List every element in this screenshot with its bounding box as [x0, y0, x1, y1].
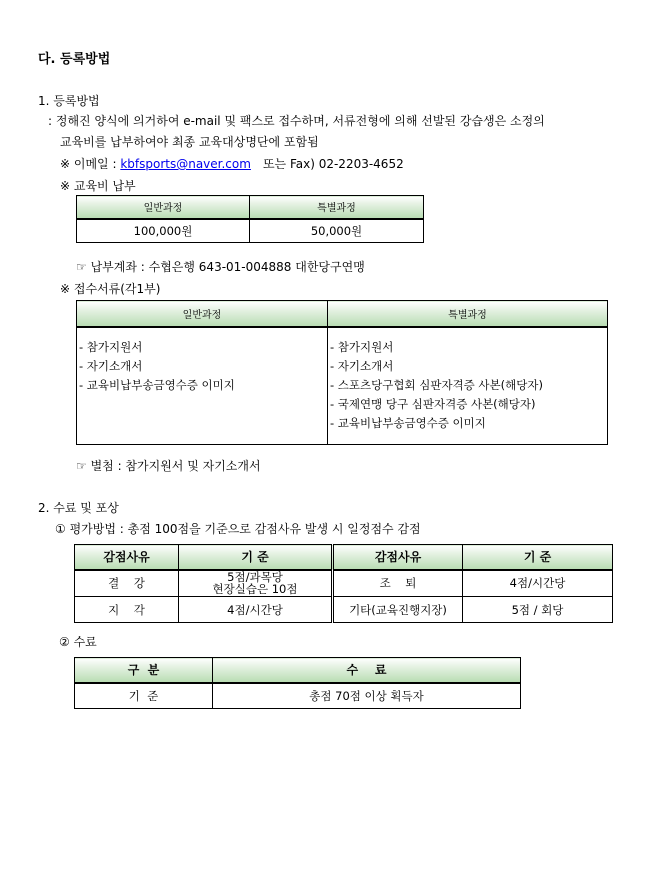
eval-standard-late: 4점/시간당	[179, 597, 333, 623]
docs-general-list	[77, 327, 328, 445]
account-line: ☞ 납부계좌 : 수협은행 643-01-004888 대한당구연맹	[76, 260, 365, 274]
completion-row-label: 기 준	[75, 683, 213, 709]
eval-reason-early-leave: 조 퇴	[333, 570, 463, 597]
docs-special-item: - 자기소개서	[330, 358, 394, 373]
fee-value-general: 100,000원	[77, 219, 250, 243]
eval-header-reason-1: 감점사유	[75, 545, 179, 570]
section-title: 다. 등록방법	[38, 52, 111, 67]
eval-header-standard-2: 기 준	[463, 545, 613, 570]
eval-header-reason-2: 감점사유	[333, 545, 463, 570]
completion-row-value: 총점 70점 이상 획득자	[213, 683, 521, 709]
docs-general-item: - 자기소개서	[79, 358, 143, 373]
eval-header-standard-1: 기 준	[179, 545, 333, 570]
completion-header-category: 구 분	[75, 658, 213, 683]
fee-header-special: 특별과정	[250, 196, 424, 219]
registration-paragraph-line-2: 교육비를 납부하여야 최종 교육대상명단에 포함됨	[60, 135, 319, 149]
completion-heading: 2. 수료 및 포상	[38, 501, 119, 515]
fee-value-special: 50,000원	[250, 219, 424, 243]
email-prefix: ※ 이메일 :	[60, 157, 121, 171]
completion-header-completion: 수 료	[213, 658, 521, 683]
docs-special-list	[328, 327, 608, 445]
attachment-line: ☞ 별첨 : 참가지원서 및 자기소개서	[76, 459, 261, 473]
evaluation-table	[74, 544, 613, 623]
completion-table	[74, 657, 521, 709]
fee-header-general: 일반과정	[77, 196, 250, 219]
fee-title: ※ 교육비 납부	[60, 179, 136, 193]
docs-general-item: - 교육비납부송금영수증 이미지	[79, 377, 235, 392]
email-line	[60, 155, 404, 172]
docs-table	[76, 300, 608, 445]
fee-table	[76, 195, 424, 243]
docs-special-item: - 국제연맹 당구 심판자격증 사본(해당자)	[330, 396, 536, 411]
email-link[interactable]: kbfsports@naver.com	[120, 157, 251, 171]
eval-standard-absence-line-2: 현장실습은 10점	[212, 582, 298, 597]
eval-standard-early-leave: 4점/시간당	[463, 570, 613, 597]
docs-special-item: - 참가지원서	[330, 339, 394, 354]
docs-header-general: 일반과정	[77, 301, 328, 327]
docs-special-item: - 교육비납부송금영수증 이미지	[330, 415, 486, 430]
eval-reason-other: 기타(교육진행지장)	[333, 597, 463, 623]
docs-title: ※ 접수서류(각1부)	[60, 282, 161, 296]
fax-number: 또는 Fax) 02-2203-4652	[262, 157, 404, 171]
evaluation-title: ① 평가방법 : 총점 100점을 기준으로 감점사유 발생 시 일정점수 감점	[55, 522, 421, 536]
docs-general-item: - 참가지원서	[79, 339, 143, 354]
completion-subtitle: ② 수료	[59, 635, 97, 649]
docs-special-item: - 스포츠당구협회 심판자격증 사본(해당자)	[330, 377, 543, 392]
registration-heading: 1. 등록방법	[38, 94, 100, 108]
eval-standard-absence-line-1: 5점/과목당	[227, 570, 283, 585]
eval-standard-other: 5점 / 회당	[463, 597, 613, 623]
eval-reason-late: 지 각	[75, 597, 179, 623]
eval-reason-absence: 결 강	[75, 570, 179, 597]
registration-paragraph-line-1: : 정해진 양식에 의거하여 e-mail 및 팩스로 접수하며, 서류전형에 의해 선발된 강습생은 소정의	[48, 114, 545, 128]
docs-header-special: 특별과정	[328, 301, 608, 327]
eval-standard-absence	[179, 570, 333, 597]
